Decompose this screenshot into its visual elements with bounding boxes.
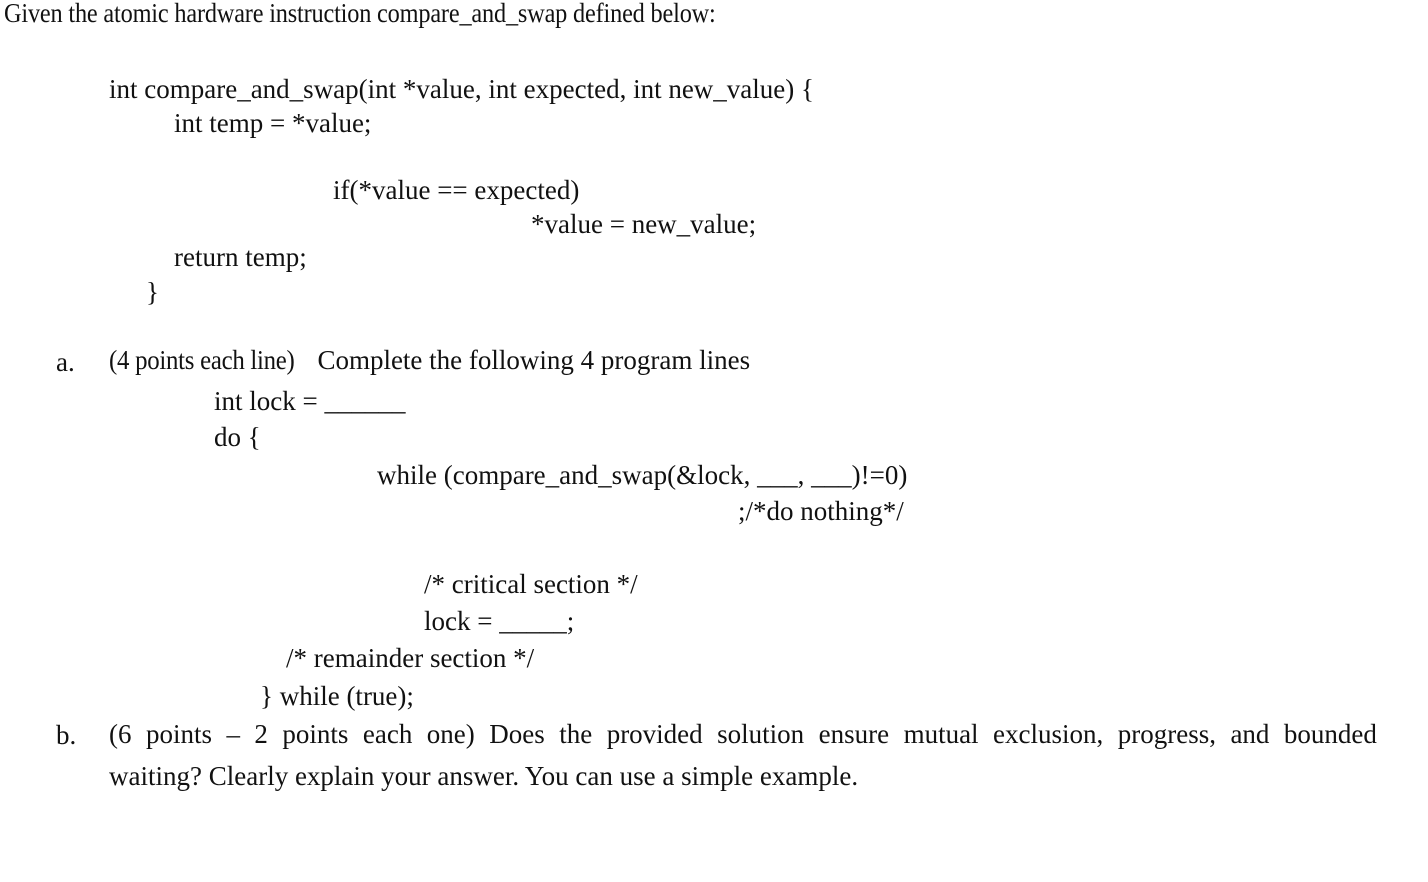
part-b-word: and [1230,719,1270,749]
code-temp: int temp = *value; [174,108,372,138]
part-b-word: each [362,719,413,749]
part-b-word: one) [426,719,475,749]
part-b-word: progress, [1117,719,1216,749]
code-remainder-section: /* remainder section */ [286,643,535,673]
intro-text: Given the atomic hardware instruction compare_and_swap defined below: [4,0,716,28]
part-b-marker: b. [56,720,77,750]
code-assign: *value = new_value; [531,209,757,239]
code-critical-section: /* critical section */ [424,569,638,599]
part-b-word: ensure [818,719,890,749]
code-close-brace: } [146,277,159,307]
part-b-word: the [559,719,593,749]
code-while-true: } while (true); [260,681,414,711]
part-a-question [109,347,750,374]
part-b-word: bounded [1283,719,1377,749]
code-if: if(*value == expected) [333,175,580,205]
part-a-marker: a. [56,347,75,377]
part-b-line-1 [109,721,1377,748]
code-lock-init: int lock = ______ [214,386,406,416]
part-a-text: Complete the following 4 program lines [310,345,751,375]
part-b-word: (6 [109,719,132,749]
part-b-word: points [282,719,349,749]
part-b-word: mutual [903,719,979,749]
code-lock-reset: lock = _____; [424,606,575,636]
code-do: do { [214,422,261,452]
part-b-word: solution [717,719,805,749]
part-b-word: – [226,719,240,749]
part-b-word: exclusion, [993,719,1104,749]
code-while-cas: while (compare_and_swap(&lock, ___, ___)!=0) [377,460,908,490]
part-b-word: provided [606,719,703,749]
code-signature: int compare_and_swap(int *value, int expected, int new_value) { [109,74,814,104]
part-a-points: (4 points each line) [109,345,295,375]
code-do-nothing: ;/*do nothing*/ [738,496,904,526]
code-return: return temp; [174,242,307,272]
part-b-word: points [145,719,212,749]
part-b-word: 2 [254,719,268,749]
part-b-line-2: waiting? Clearly explain your answer. You can use a simple example. [109,761,859,791]
part-b-word: Does [489,719,545,749]
